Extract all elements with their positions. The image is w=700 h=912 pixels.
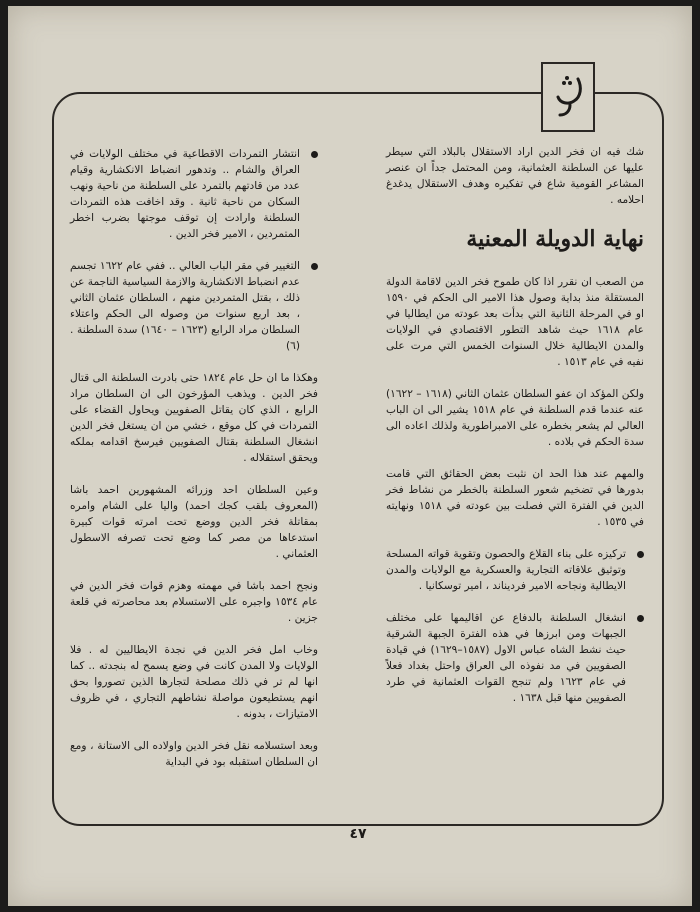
bullet-dot-icon bbox=[311, 263, 318, 270]
bullet-text: تركيزه على بناء القلاع والحصون وتقوية قواته المسلحة وتوثيق علاقاته التجارية والعسكرية مع الولايات والمدن الايطالية ونجاحه الامير فردیناند ، امير توسكانيا . bbox=[386, 548, 626, 592]
section-heading: نهاية الدويلة المعنية bbox=[466, 226, 644, 252]
bullet-item bbox=[70, 258, 318, 354]
bullet-item bbox=[386, 610, 644, 706]
bullet-text: التغيير في مقر الباب العالي .. ففي عام ١٦٢٢ تجسم عدم انضباط الانكشارية والازمة السياسية الناجمة عن ذلك ، بقتل المتمردين منهم ، السلطان عثمان الثاني ، بعد اربع سنوات من وصوله الى الحكم واعتلاء السلطان مراد الرابع (١٦٢٣ – ١٦٤٠) سدة السلطنة . (٦) bbox=[70, 260, 300, 352]
right-column bbox=[386, 144, 644, 722]
bullet-dot-icon bbox=[311, 151, 318, 158]
bullet-dot-icon bbox=[637, 551, 644, 558]
body-paragraph: والمهم عند هذا الحد ان نثبت بعض الحقائق التي قامت بدورها في تضخيم شعور السلطنة بالخطر من نشاط فخر الدين في الفترة التي فصلت بين عودته في ١٥١٨ ونهايته في ١٥٣٥ . bbox=[386, 468, 644, 528]
left-column bbox=[70, 146, 318, 778]
body-paragraph: ونجح احمد باشا في مهمته وهزم قوات فخر الدين في عام ١٥٣٤ واجبره على الاستسلام بعد محاصرته في قلعة جزين . bbox=[70, 580, 319, 624]
body-paragraph: من الصعب ان نقرر اذا كان طموح فخر الدين لاقامة الدولة المستقلة منذ بداية وصول هذا الامير الى الحكم في ١٥٩٠ او في المرحلة الثانية التي بدأت بعد عودته من ايطاليا في عام ١٦١٨ حيث شاهد التطور الاقتصادي في الولايات والمدن الايطالية خلال السنوات الخمس التي مرت على نفيه في عام ١٥١٣ . bbox=[386, 276, 644, 368]
body-paragraph: وبعد استسلامه نقل فخر الدين واولاده الى الاستانة ، ومع ان السلطان استقبله بود في البداية bbox=[70, 740, 318, 768]
body-paragraph: وهكذا ما ان حل عام ١٨٢٤ حتى بادرت السلطنة الى قتال فخر الدين . ويذهب المؤرخون الى ان السلطان مراد الرابع ، الذي كان يقاتل الصفويين ويحاول القضاء على التمردات في كل موقع ، خشي من ان يستغل فخر الدين انشغال السلطنة بقتال الصفويين فيرسخ اقدامه بملكه ويحقق استقلاله . bbox=[70, 372, 318, 464]
body-paragraph: وعين السلطان احد وزرائه المشهورين احمد باشا (المعروف بلقب كجك احمد) واليا على الشام وامره بمقاتلة فخر الدين ووضع تحت امرته قوات كبيرة استدعاها من مصر كما وضع تحت تصرفه الاسطول العثماني . bbox=[70, 484, 318, 560]
magazine-page bbox=[8, 6, 692, 906]
bullet-item bbox=[70, 146, 318, 242]
bullet-text: انشغال السلطنة بالدفاع عن اقاليمها على مختلف الجبهات ومن ابرزها في هذه الفترة الجبهة الشرقية حيث نشط الشاه عباس الاول (١٥٨٧–١٦٢٩) في قيادة الصفويين في مد نفوذه الى العراق واحتل بغداد فعلاً في عام ١٦٢٣ ولم تنجح القوات العثمانية في طرد الصفويين منها قبل ١٦٣٨ . bbox=[386, 612, 626, 704]
bullet-text: انتشار التمردات الاقطاعية في مختلف الولايات في العراق والشام .. وتدهور انضباط الانكشارية وقيام عدد من قادتهم بالتمرد على السلطنة من ناحية ونهب السكان من ناحية ثانية . وقد اخافت هذه التمردات السلطنة وارادت إن توقف موجتها بضرب اخطر المتمردين ، الامير فخر الدين . bbox=[70, 148, 300, 240]
page-number: ٤٧ bbox=[349, 826, 367, 842]
body-paragraph: وخاب امل فخر الدين في نجدة الايطاليين له . فلا الولايات ولا المدن كانت في وضع يسمح له بنجدته .. كما انها لم تر في ذلك مصلحة لتجارها الذين تصوروا بحق انهم يستطيعون مواصلة نشاطهم التجاري ، في ظروف الامتيازات ، بدونه . bbox=[70, 644, 318, 720]
section-logo bbox=[541, 62, 595, 132]
intro-paragraph: شك فيه ان فخر الدين اراد الاستقلال بالبلاد التي سيطر عليها عن السلطنة العثمانية، ومن المحتمل جداً ان عنصر المشاعر القومية شاع في تفكيره وهدف الاستقلال يدغدغ احلامه . bbox=[386, 146, 644, 206]
bullet-item bbox=[386, 546, 644, 594]
body-paragraph: ولكن المؤكد ان عفو السلطان عثمان الثاني (١٦١٨ – ١٦٢٢) عنه عندما قدم السلطنة في عام ١٥١٨ يشير الى ان الباب العالي لم يشعر بخطره على الامبراطورية ولذلك اعاده الى سدة الحكم في بلاده . bbox=[386, 388, 644, 448]
bullet-dot-icon bbox=[637, 615, 644, 622]
calligraphy-logo-icon bbox=[548, 71, 588, 123]
